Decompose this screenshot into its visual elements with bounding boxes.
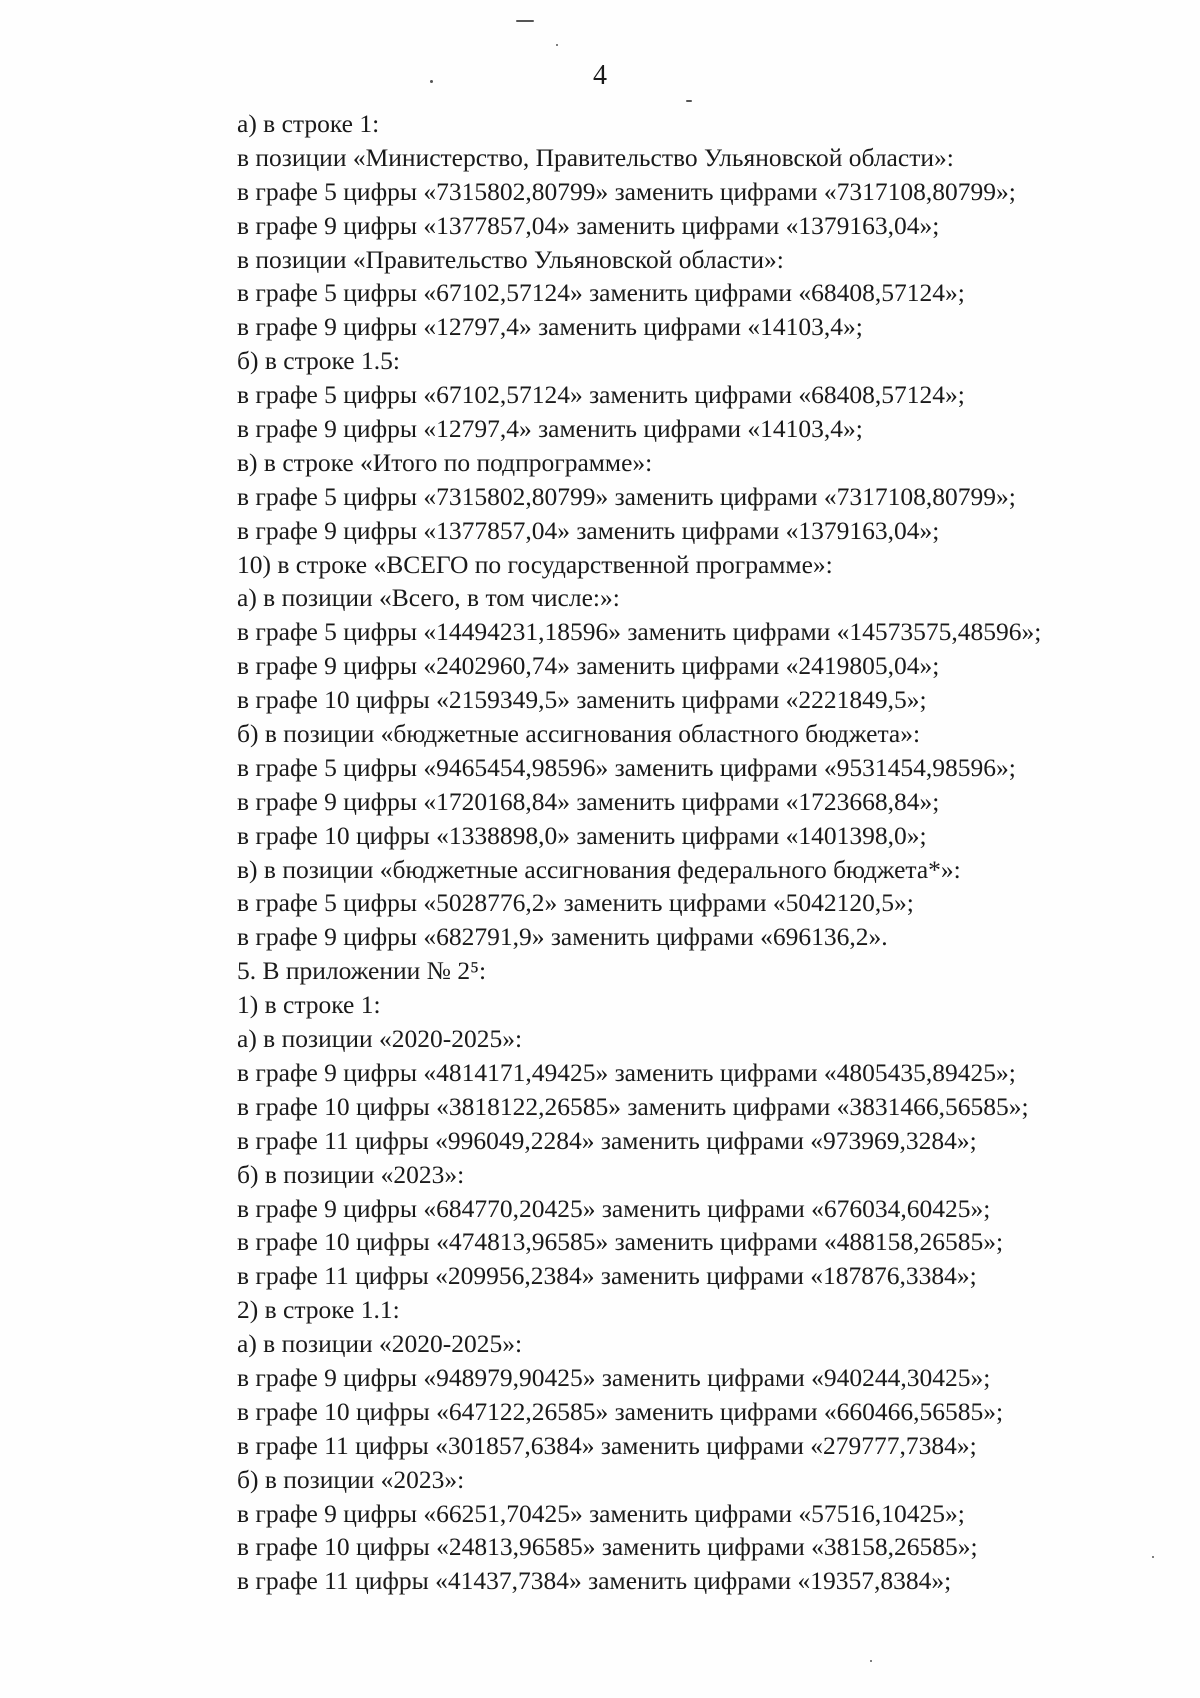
text-line: в графе 5 цифры «7315802,80799» заменить цифрами «7317108,80799»;	[237, 481, 1016, 511]
text-line: в графе 9 цифры «66251,70425» заменить цифрами «57516,10425»;	[237, 1498, 965, 1528]
text-line: в графе 9 цифры «948979,90425» заменить цифрами «940244,30425»;	[237, 1362, 991, 1392]
scan-speck	[1152, 1556, 1154, 1558]
text-line: в графе 5 цифры «67102,57124» заменить цифрами «68408,57124»;	[237, 380, 965, 410]
text-line: в графе 9 цифры «1377857,04» заменить цифрами «1379163,04»;	[237, 210, 940, 240]
text-line: в графе 10 цифры «24813,96585» заменить цифрами «38158,26585»;	[237, 1532, 978, 1562]
page-number: 4	[593, 60, 607, 91]
text-line: в графе 9 цифры «682791,9» заменить цифрами «696136,2».	[237, 922, 888, 952]
text-line: в графе 5 цифры «9465454,98596» заменить цифрами «9531454,98596»;	[237, 752, 1016, 782]
text-line: в графе 11 цифры «996049,2284» заменить цифрами «973969,3284»;	[237, 1125, 977, 1155]
text-line: а) в позиции «2020-2025»:	[237, 1024, 523, 1054]
scan-speck	[430, 80, 433, 83]
text-line: б) в позиции «2023»:	[237, 1159, 465, 1189]
text-line: в графе 10 цифры «3818122,26585» заменить цифрами «3831466,56585»;	[237, 1091, 1029, 1121]
text-line: в) в позиции «бюджетные ассигнования федерального бюджета*»:	[237, 854, 961, 884]
text-line: в графе 5 цифры «67102,57124» заменить цифрами «68408,57124»;	[237, 278, 965, 308]
text-line: а) в позиции «Всего, в том числе:»:	[237, 583, 620, 613]
text-line: в графе 10 цифры «647122,26585» заменить цифрами «660466,56585»;	[237, 1396, 1004, 1426]
scan-speck	[686, 100, 692, 102]
text-line: в графе 9 цифры «12797,4» заменить цифрами «14103,4»;	[237, 414, 863, 444]
text-line: в позиции «Министерство, Правительство Ульяновской области»:	[237, 142, 954, 172]
text-line: в графе 5 цифры «5028776,2» заменить цифрами «5042120,5»;	[237, 888, 914, 918]
text-line: а) в позиции «2020-2025»:	[237, 1329, 523, 1359]
text-line: в графе 9 цифры «1720168,84» заменить цифрами «1723668,84»;	[237, 786, 940, 816]
text-line: в графе 11 цифры «209956,2384» заменить цифрами «187876,3384»;	[237, 1261, 977, 1291]
text-line: 10) в строке «ВСЕГО по государственной программе»:	[237, 549, 833, 579]
text-line: в графе 9 цифры «1377857,04» заменить цифрами «1379163,04»;	[237, 515, 940, 545]
text-line: в графе 5 цифры «14494231,18596» заменить цифрами «14573575,48596»;	[237, 617, 1042, 647]
text-line: в позиции «Правительство Ульяновской области»:	[237, 244, 784, 274]
amendment-text	[237, 107, 1041, 1598]
text-line: б) в позиции «бюджетные ассигнования областного бюджета»:	[237, 719, 921, 749]
text-line: в графе 11 цифры «301857,6384» заменить цифрами «279777,7384»;	[237, 1430, 977, 1460]
text-line: в графе 10 цифры «1338898,0» заменить цифрами «1401398,0»;	[237, 820, 927, 850]
scan-speck	[516, 20, 534, 22]
text-line: а) в строке 1:	[237, 109, 380, 138]
text-line: в графе 9 цифры «684770,20425» заменить цифрами «676034,60425»;	[237, 1193, 991, 1223]
text-line: в графе 11 цифры «41437,7384» заменить цифрами «19357,8384»;	[237, 1566, 952, 1596]
text-line: 5. В приложении № 2⁵:	[237, 956, 487, 986]
text-line: 1) в строке 1:	[237, 990, 381, 1020]
text-line: б) в строке 1.5:	[237, 346, 400, 376]
text-line: б) в позиции «2023»:	[237, 1464, 465, 1494]
text-line: в) в строке «Итого по подпрограмме»:	[237, 447, 653, 477]
text-line: в графе 9 цифры «12797,4» заменить цифрами «14103,4»;	[237, 312, 863, 342]
scan-speck	[556, 44, 558, 46]
text-line: в графе 9 цифры «2402960,74» заменить цифрами «2419805,04»;	[237, 651, 940, 681]
text-line: в графе 9 цифры «4814171,49425» заменить цифрами «4805435,89425»;	[237, 1057, 1016, 1087]
text-line: в графе 5 цифры «7315802,80799» заменить цифрами «7317108,80799»;	[237, 176, 1016, 206]
text-line: в графе 10 цифры «2159349,5» заменить цифрами «2221849,5»;	[237, 685, 927, 715]
text-line: 2) в строке 1.1:	[237, 1295, 400, 1325]
text-line: в графе 10 цифры «474813,96585» заменить цифрами «488158,26585»;	[237, 1227, 1004, 1257]
scan-speck	[870, 1660, 872, 1662]
